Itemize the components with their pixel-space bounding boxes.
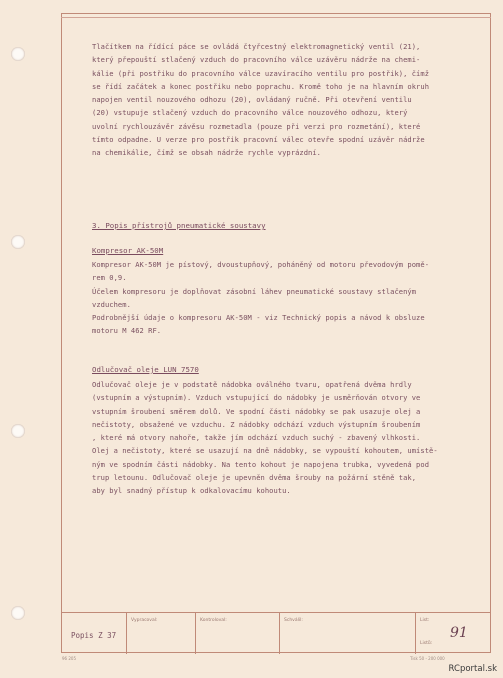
frame-top-line: [61, 17, 491, 18]
text-line: napojen ventil nouzového odhozu (20), ovládaný ručně. Při otevření ventilu: [92, 95, 412, 105]
sheet-label: List:: [420, 618, 430, 623]
text-line: kálie (při postřiku do pracovního válce uzavíracího ventilu pro postřik), čímž: [92, 68, 430, 78]
section-heading: 3. Popis přístrojů pneumatické soustavy: [92, 221, 266, 230]
checked-cell: [195, 613, 279, 654]
separator-heading: Odlučovač oleje LUN 7570: [92, 365, 199, 374]
text-line: Kompresor AK-50M je pístový, dvoustupňový, poháněný od motoru převodovým pomě-: [92, 260, 430, 269]
text-line: rem 0,9.: [92, 273, 127, 283]
text-line: Podrobnější údaje o kompresoru AK-50M - viz Technický popis a návod k obsluze: [92, 313, 425, 323]
approved-cell: [279, 613, 415, 654]
punch-hole: [11, 47, 25, 61]
text-line: na chemikálie, čímž se obsah nádrže rychle vyprázdní.: [92, 148, 322, 158]
text-line: se řídí začátek a konec postřiku nebo poprachu. Kromě toho je na hlavním okruh: [92, 81, 430, 91]
text-line: (20) vstupuje stlačený vzduch do pracovního válce nouzového odhozu, který: [92, 108, 408, 118]
document-id: Popis Z 37: [71, 631, 117, 640]
separator-paragraph: [92, 378, 470, 498]
checked-label: Kontroloval:: [200, 618, 227, 623]
text-line: Účelem kompresoru je doplňovat zásobní láhev pneumatické soustavy stlačeným: [92, 286, 417, 296]
print-code-left: 96 205: [62, 656, 76, 661]
punch-hole: [11, 606, 25, 620]
sheets-label: Listů:: [420, 641, 433, 646]
text-line: který přepouští stlačený vzduch do pracovního válce uzávěru nádrže na chemi-: [92, 55, 421, 65]
page-number: 91: [450, 625, 468, 641]
compressor-paragraph: [92, 258, 470, 338]
text-line: Odlučovač oleje je v podstatě nádobka oválného tvaru, opatřená dvěma hrdly: [92, 380, 412, 389]
text-line: aby byl snadný přístup k odkalovacímu kohoutu.: [92, 486, 291, 496]
text-line: vstupním šroubení směrem dolů. Ve spodní části nádobky se pak usazuje olej a: [92, 406, 421, 416]
text-line: uvolní rychlouzávěr závěsu rozmetadla (pouze při verzi pro rozmetání), které: [92, 121, 421, 131]
text-line: nečistoty, obsažené ve vzduchu. Z nádobky odchází vzduch výstupním šroubením: [92, 419, 421, 429]
compressor-heading: Kompresor AK-50M: [92, 246, 164, 255]
punch-hole: [11, 424, 25, 438]
text-line: Tlačítkem na řídící páce se ovládá čtyřcestný elektromagnetický ventil (21),: [92, 42, 421, 51]
prepared-cell: [126, 613, 195, 654]
print-code-right: Tisk 50 - 200 000: [410, 656, 445, 661]
text-line: trup letounu. Odlučovač oleje je upevněn dvěma šrouby na požární stěně tak,: [92, 473, 417, 483]
text-line: vzduchem.: [92, 299, 131, 309]
text-line: , které má otvory nahoře, takže jím odchází vzduch suchý - zbavený vlhkosti.: [92, 433, 421, 443]
text-line: ným ve spodním části nádobky. Na tento kohout je napojena trubka, vyvedená pod: [92, 459, 430, 469]
text-line: tímto odpadne. U verze pro postřik pracovní válec otevře spodní uzávěr nádrže: [92, 135, 425, 145]
punch-hole: [11, 235, 25, 249]
text-line: (vstupním a výstupním). Vzduch vstupující do nádobky je usměrňován otvory ve: [92, 393, 421, 403]
text-line: Olej a nečistoty, které se usazují na dně nádobky, se vypouští kohoutem, umístě-: [92, 446, 438, 456]
prepared-label: Vypracoval:: [131, 618, 158, 623]
intro-paragraph: [92, 40, 470, 160]
approved-label: Schválil:: [284, 618, 303, 623]
text-line: motoru M 462 RF.: [92, 326, 162, 336]
title-block: [61, 612, 491, 653]
watermark: RCportal.sk: [448, 664, 497, 674]
